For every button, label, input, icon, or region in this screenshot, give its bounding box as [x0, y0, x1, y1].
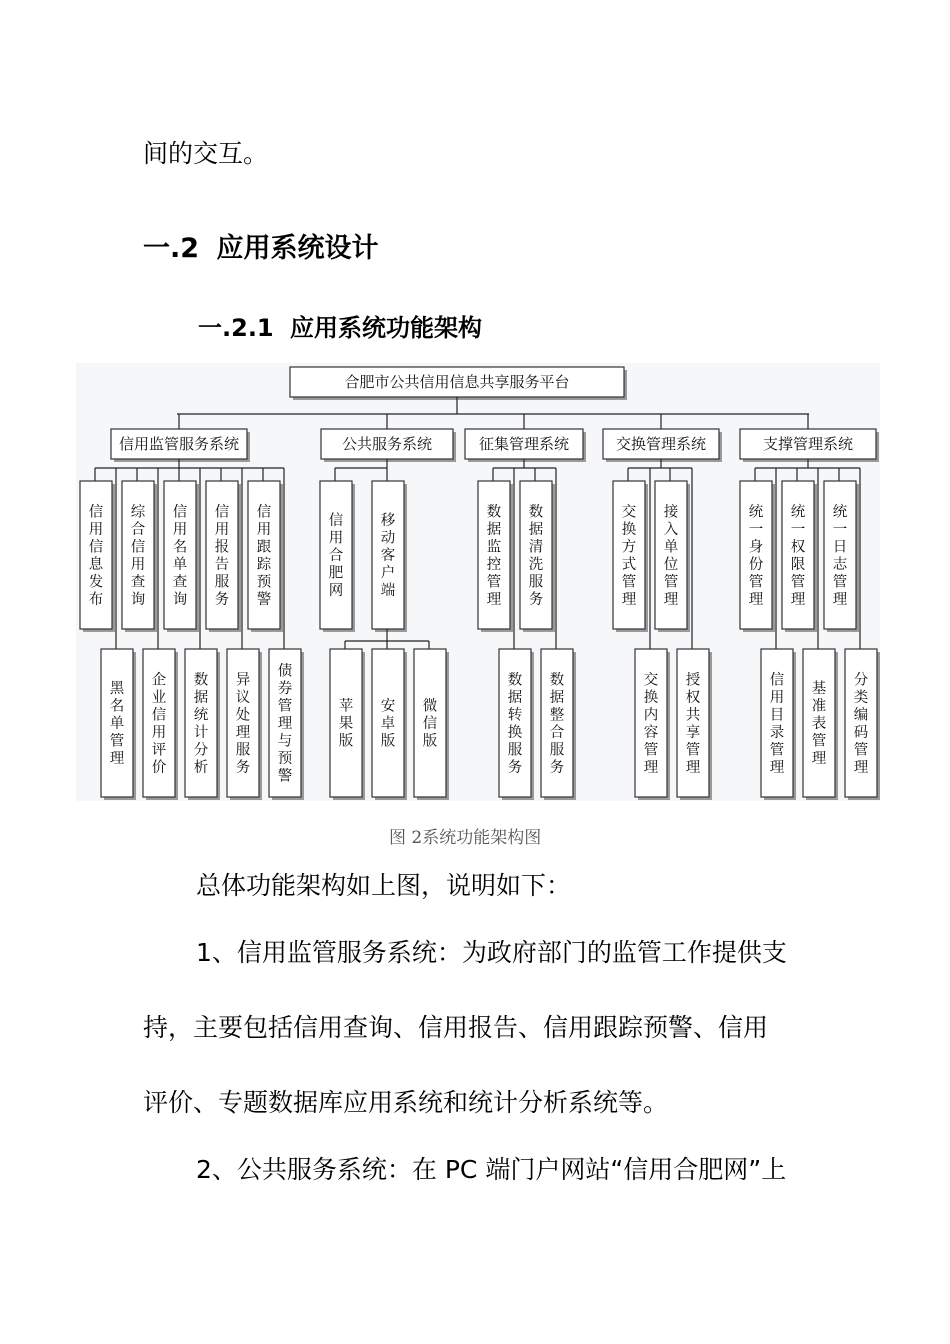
- module-box-s0-r2-0-label: 黑名单管理: [109, 681, 125, 767]
- module-box-s0-r2-4-label: 债券管理与预警: [277, 663, 293, 785]
- module-box-s4-r2-2-label: 分类编码管理: [853, 672, 869, 776]
- module-box-s0-r1-0-label: 信用信息发布: [88, 504, 104, 608]
- module-box-s0-r2-2-label: 数据统计分析: [193, 672, 209, 776]
- module-box-s0-r1-3-label: 信用报告服务: [214, 504, 230, 608]
- intro-fragment: 间的交互。: [143, 139, 269, 168]
- system-box-0-label: 信用监管服务系统: [118, 435, 240, 453]
- module-box-s2-r1-0-label: 数据监控管理: [486, 504, 502, 608]
- subsection-title: 应用系统功能架构: [290, 314, 482, 342]
- module-box-s4-r1-0-label: 统一身份管理: [748, 504, 764, 608]
- module-box-s2-r2-1-label: 数据整合服务: [549, 672, 565, 776]
- module-box-s3-r1-0-label: 交换方式管理: [621, 504, 637, 608]
- subsection-heading: [198, 308, 482, 343]
- module-box-s0-r2-1-label: 企业信用评价: [151, 672, 167, 776]
- module-box-s3-r2-1-label: 授权共享管理: [685, 672, 701, 776]
- section-title: 应用系统设计: [216, 233, 379, 264]
- subsection-number: 一.2.1: [198, 314, 274, 342]
- module-box-s4-r1-2-label: 统一日志管理: [832, 504, 848, 608]
- root-platform-box-label: 合肥市公共信用信息共享服务平台: [344, 373, 570, 391]
- paragraph-item-1-line-1: 1、信用监管服务系统：为政府部门的监管工作提供支: [196, 938, 787, 967]
- system-box-2-label: 征集管理系统: [478, 435, 570, 453]
- module-box-s0-r1-1-label: 综合信用查询: [130, 504, 146, 608]
- module-box-s0-r1-4-label: 信用跟踪预警: [256, 504, 272, 608]
- paragraph-item-2-line-1: 2、公共服务系统：在 PC 端门户网站“信用合肥网”上: [196, 1155, 787, 1184]
- module-box-s4-r1-1-label: 统一权限管理: [790, 504, 806, 608]
- module-box-s1-r1-0-label: 信用合肥网: [328, 513, 344, 599]
- architecture-diagram: [76, 363, 880, 801]
- module-box-s1-r2-2-label: 微信版: [422, 698, 438, 750]
- system-box-1-label: 公共服务系统: [341, 435, 433, 453]
- paragraph-summary: 总体功能架构如上图，说明如下：: [196, 871, 572, 900]
- section-heading: [143, 226, 378, 265]
- module-box-s1-r1-1-label: 移动客户端: [380, 513, 396, 599]
- module-box-s1-r2-1-label: 安卓版: [380, 698, 396, 750]
- paragraph-item-1-line-3: 评价、专题数据库应用系统和统计分析系统等。: [143, 1088, 669, 1117]
- section-number: 一.2: [143, 233, 200, 264]
- system-box-3-label: 交换管理系统: [615, 435, 707, 453]
- system-box-4-label: 支撑管理系统: [762, 435, 854, 453]
- module-box-s2-r2-0-label: 数据转换服务: [507, 672, 523, 776]
- module-box-s1-r2-0-label: 苹果版: [338, 698, 354, 750]
- figure-caption: 图 2系统功能架构图: [389, 828, 542, 848]
- module-box-s3-r1-1-label: 接入单位管理: [663, 504, 679, 608]
- module-box-s4-r2-0-label: 信用目录管理: [769, 672, 785, 776]
- module-box-s3-r2-0-label: 交换内容管理: [643, 672, 659, 776]
- module-box-s0-r1-2-label: 信用名单查询: [172, 504, 188, 608]
- module-box-s4-r2-1-label: 基准表管理: [811, 681, 827, 767]
- module-box-s2-r1-1-label: 数据清洗服务: [528, 504, 544, 608]
- module-box-s0-r2-3-label: 异议处理服务: [235, 672, 251, 776]
- paragraph-item-1-line-2: 持，主要包括信用查询、信用报告、信用跟踪预警、信用: [143, 1013, 769, 1042]
